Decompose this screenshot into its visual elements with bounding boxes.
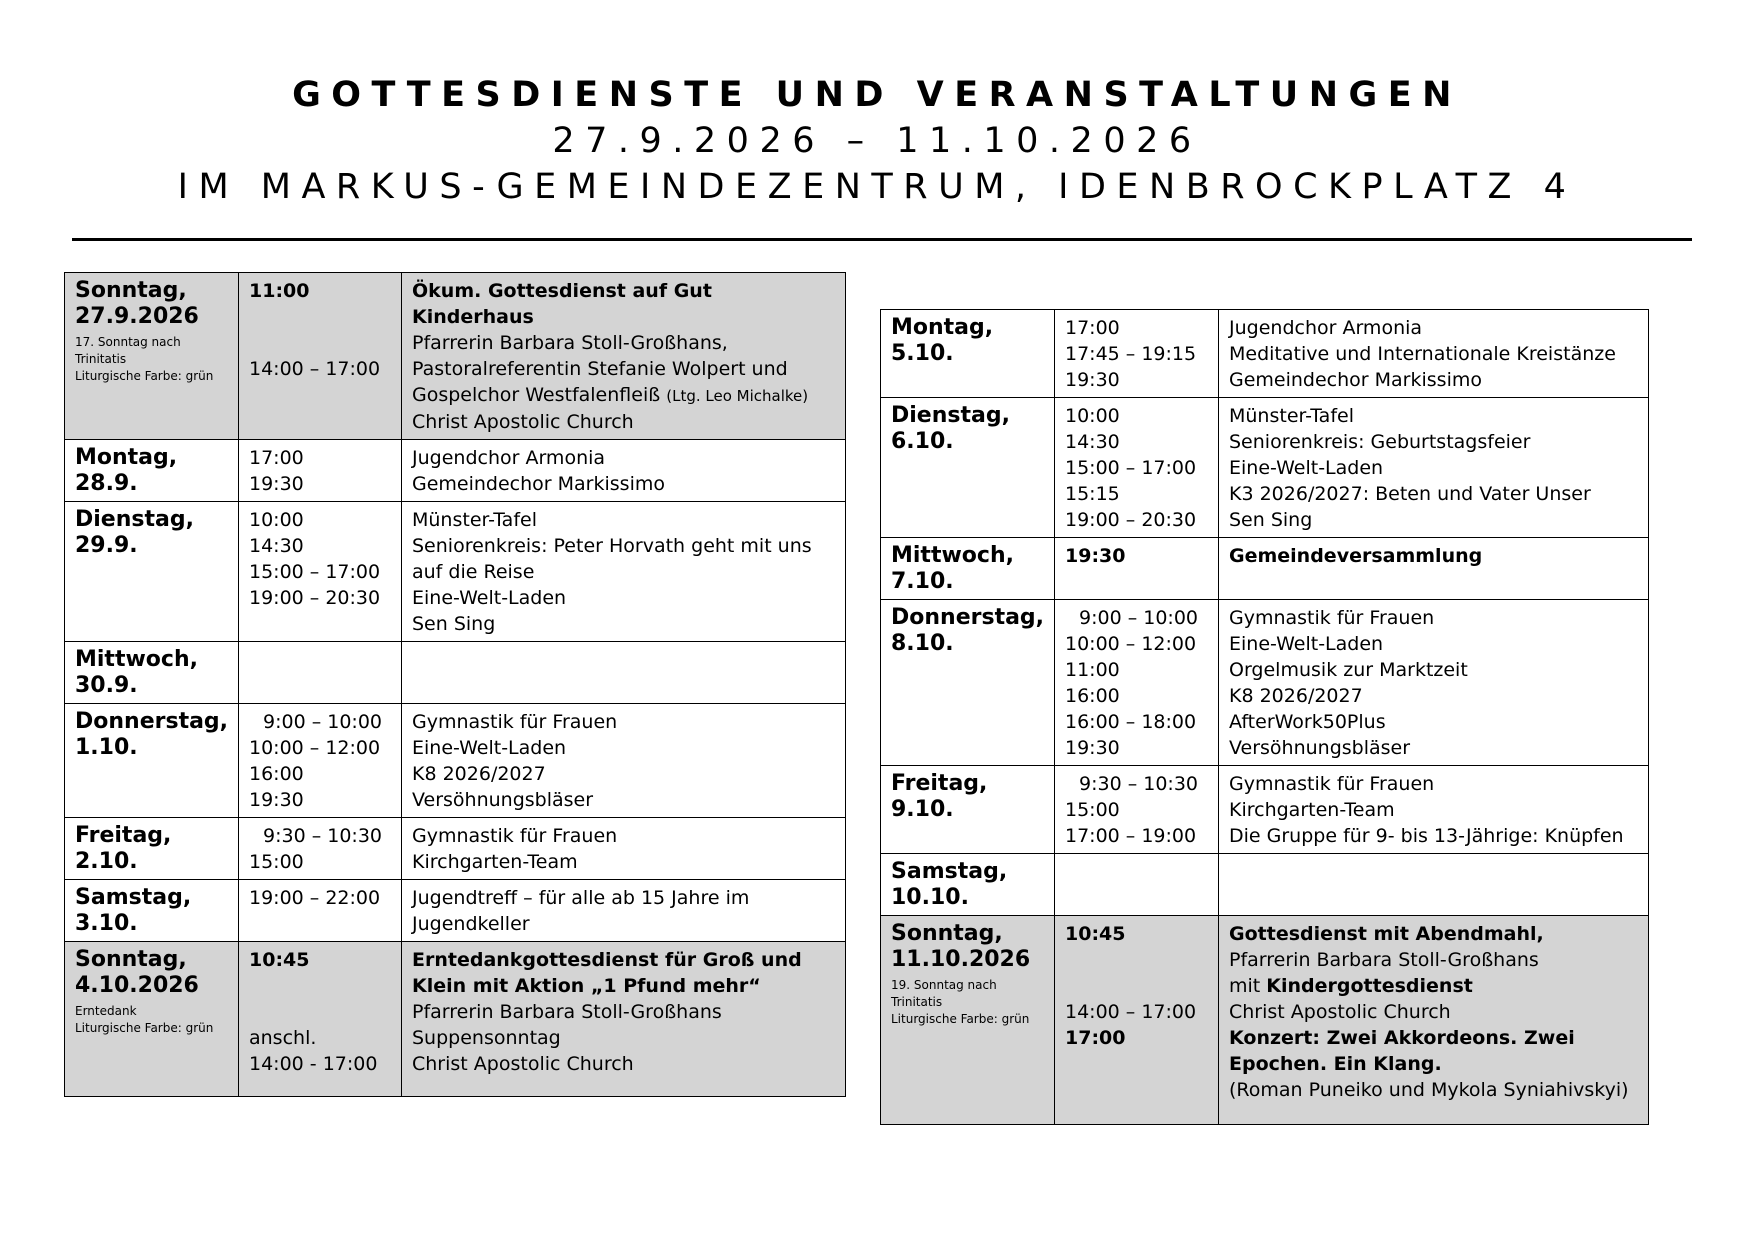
day-cell: Freitag, 9.10. (881, 766, 1055, 854)
table-row (65, 273, 846, 440)
event-cell: Gymnastik für Frauen Eine-Welt-Laden Orgelmusik zur Marktzeit K8 2026/2027 AfterWork50Plus Versöhnungsbläser (1219, 600, 1649, 766)
day-cell: Freitag, 2.10. (65, 818, 239, 880)
page-title: GOTTESDIENSTE UND VERANSTALTUNGEN (292, 75, 1462, 115)
table-row (65, 440, 846, 502)
table-row (881, 398, 1649, 538)
event-cell: Gymnastik für Frauen Kirchgarten-Team Die Gruppe für 9- bis 13-Jährige: Knüpfen (1219, 766, 1649, 854)
day-note: Erntedank Liturgische Farbe: grün (75, 1004, 214, 1035)
day-cell: Montag, 5.10. (881, 310, 1055, 398)
day-date: 27.9.2026 (75, 304, 199, 329)
time-cell: 9:00 – 10:00 10:00 – 12:00 11:00 16:00 16:00 – 18:00 19:30 (1055, 600, 1219, 766)
schedule-table-left (64, 272, 846, 1097)
table-row (65, 704, 846, 818)
table-row (65, 642, 846, 704)
day-cell: Sonntag, 4.10.2026 Erntedank Liturgische Farbe: grün (65, 942, 239, 1097)
table-row (881, 600, 1649, 766)
table-row (881, 538, 1649, 600)
day-cell: Samstag, 10.10. (881, 854, 1055, 916)
table-row (881, 766, 1649, 854)
time-cell: 10:45 14:00 – 17:00 17:00 (1055, 916, 1219, 1125)
time-cell: 11:00 14:00 – 17:00 (239, 273, 402, 440)
time-cell: 10:45 anschl. 14:00 - 17:00 (239, 942, 402, 1097)
table-row (65, 880, 846, 942)
event-cell: Gemeindeversammlung (1219, 538, 1649, 600)
table-row (881, 854, 1649, 916)
day-cell (65, 273, 239, 440)
time-cell: 19:30 (1055, 538, 1219, 600)
event-cell: Münster-Tafel Seniorenkreis: Peter Horvath geht mit uns auf die Reise Eine-Welt-Laden Sen Sing (402, 502, 846, 642)
event-cell: Münster-Tafel Seniorenkreis: Geburtstagsfeier Eine-Welt-Laden K3 2026/2027: Beten und Vater Unser Sen Sing (1219, 398, 1649, 538)
day-cell: Samstag, 3.10. (65, 880, 239, 942)
event-cell: Gymnastik für Frauen Eine-Welt-Laden K8 2026/2027 Versöhnungsbläser (402, 704, 846, 818)
event-cell: Gottesdienst mit Abendmahl, Pfarrerin Barbara Stoll-Großhans mit Kindergottesdienst Christ Apostolic Church Konzert: Zwei Akkordeons. Zwei Epochen. Ein Klang. (Roman Puneiko und Mykola Syniahivskyi) (1219, 916, 1649, 1125)
time-cell: 9:30 – 10:30 15:00 (239, 818, 402, 880)
date-range: 27.9.2026 – 11.10.2026 (552, 121, 1202, 161)
time-cell: 10:00 14:30 15:00 – 17:00 19:00 – 20:30 (239, 502, 402, 642)
table-row (881, 310, 1649, 398)
event-cell: Gymnastik für Frauen Kirchgarten-Team (402, 818, 846, 880)
table-row (881, 916, 1649, 1125)
location: IM MARKUS-GEMEINDEZENTRUM, IDENBROCKPLATZ 4 (177, 167, 1577, 207)
time-cell: 17:00 19:30 (239, 440, 402, 502)
table-row (65, 818, 846, 880)
day-cell: Montag, 28.9. (65, 440, 239, 502)
page-header (0, 72, 1754, 210)
schedule-table-right (880, 309, 1649, 1125)
day-cell: Sonntag, 11.10.2026 19. Sonntag nach Trinitatis Liturgische Farbe: grün (881, 916, 1055, 1125)
day-cell: Dienstag, 29.9. (65, 502, 239, 642)
event-cell: Ökum. Gottesdienst auf Gut Kinderhaus Pfarrerin Barbara Stoll-Großhans, Pastoralreferentin Stefanie Wolpert und Gospelchor Westfalenfleiß (Ltg. Leo Michalke) Christ Apostolic Church (402, 273, 846, 440)
day-name: Sonntag, (75, 278, 187, 303)
time-cell (239, 642, 402, 704)
time-cell (1055, 854, 1219, 916)
table-row (65, 502, 846, 642)
time-cell: 19:00 – 22:00 (239, 880, 402, 942)
time-cell: 9:30 – 10:30 15:00 17:00 – 19:00 (1055, 766, 1219, 854)
event-cell (1219, 854, 1649, 916)
header-divider (72, 238, 1692, 241)
day-note: 17. Sonntag nach Trinitatis Liturgische Farbe: grün (75, 335, 214, 383)
day-cell: Mittwoch, 30.9. (65, 642, 239, 704)
event-cell: Jugendtreff – für alle ab 15 Jahre im Jugendkeller (402, 880, 846, 942)
time-cell: 17:00 17:45 – 19:15 19:30 (1055, 310, 1219, 398)
time-cell: 9:00 – 10:00 10:00 – 12:00 16:00 19:30 (239, 704, 402, 818)
event-cell: Jugendchor Armonia Meditative und Internationale Kreistänze Gemeindechor Markissimo (1219, 310, 1649, 398)
day-note: 19. Sonntag nach Trinitatis Liturgische Farbe: grün (891, 978, 1030, 1026)
time-cell: 10:00 14:30 15:00 – 17:00 15:15 19:00 – 20:30 (1055, 398, 1219, 538)
day-cell: Mittwoch, 7.10. (881, 538, 1055, 600)
day-cell: Donnerstag, 1.10. (65, 704, 239, 818)
table-row (65, 942, 846, 1097)
day-cell: Donnerstag, 8.10. (881, 600, 1055, 766)
event-cell (402, 642, 846, 704)
event-cell: Erntedankgottesdienst für Groß und Klein mit Aktion „1 Pfund mehr“ Pfarrerin Barbara Stoll-Großhans Suppensonntag Christ Apostolic Church (402, 942, 846, 1097)
day-cell: Dienstag, 6.10. (881, 398, 1055, 538)
event-cell: Jugendchor Armonia Gemeindechor Markissimo (402, 440, 846, 502)
